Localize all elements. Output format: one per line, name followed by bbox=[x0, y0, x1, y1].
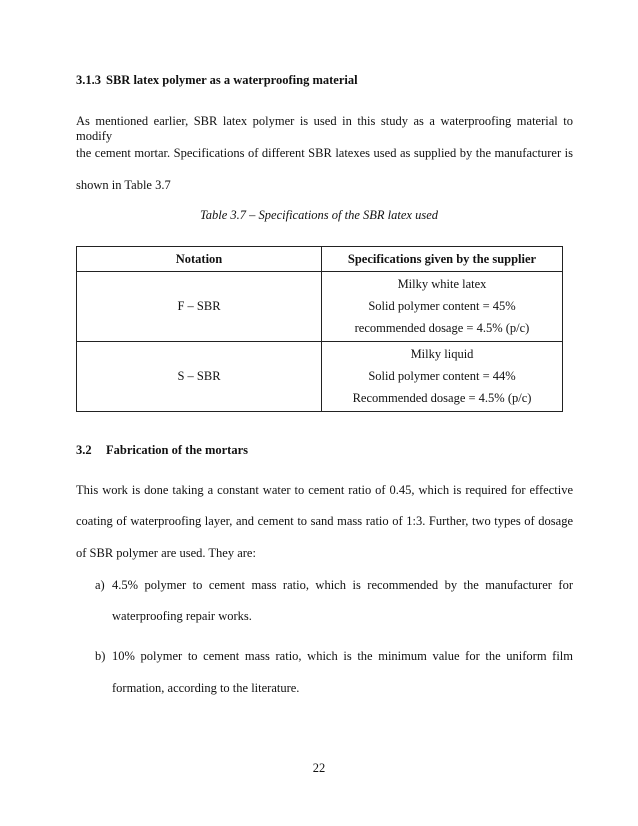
paragraph-1-line-3: shown in Table 3.7 bbox=[76, 178, 171, 192]
spec-line: Solid polymer content = 45% bbox=[368, 299, 516, 313]
paragraph-1-line-1: As mentioned earlier, SBR latex polymer is used in this study as a waterproofing material to modify bbox=[76, 114, 573, 143]
list-item-line-1: 10% polymer to cement mass ratio, which is the minimum value for the uniform film bbox=[112, 649, 573, 663]
section-heading-3-1-3 bbox=[76, 73, 358, 88]
specifications-cell bbox=[322, 342, 563, 412]
header-specifications: Specifications given by the supplier bbox=[322, 247, 563, 272]
list-item-line-2: formation, according to the literature. bbox=[112, 681, 300, 695]
paragraph-2-line-1: This work is done taking a constant water to cement ratio of 0.45, which is required for effective bbox=[76, 483, 573, 497]
list-item bbox=[95, 649, 573, 664]
section-number: 3.1.3 bbox=[76, 73, 101, 87]
spec-line: recommended dosage = 4.5% (p/c) bbox=[354, 321, 530, 335]
list-item bbox=[95, 578, 573, 593]
list-item-line-1: 4.5% polymer to cement mass ratio, which is recommended by the manufacturer for bbox=[112, 578, 573, 592]
paragraph-2-line-2: coating of waterproofing layer, and cement to sand mass ratio of 1:3. Further, two types of dosage bbox=[76, 514, 573, 528]
section-number: 3.2 bbox=[76, 443, 92, 457]
notation-cell: F – SBR bbox=[77, 272, 322, 342]
section-title: SBR latex polymer as a waterproofing material bbox=[106, 73, 358, 87]
spec-line: Recommended dosage = 4.5% (p/c) bbox=[352, 391, 532, 405]
notation-cell: S – SBR bbox=[77, 342, 322, 412]
table-header-row bbox=[77, 247, 563, 272]
spec-line: Solid polymer content = 44% bbox=[368, 369, 516, 383]
table-row bbox=[77, 342, 563, 412]
spec-line: Milky white latex bbox=[397, 277, 487, 291]
specifications-table bbox=[76, 246, 563, 412]
list-marker: b) bbox=[95, 649, 106, 663]
section-heading-3-2 bbox=[76, 443, 248, 458]
paragraph-2-line-3: of SBR polymer are used. They are: bbox=[76, 546, 256, 560]
header-notation: Notation bbox=[77, 247, 322, 272]
specifications-cell bbox=[322, 272, 563, 342]
spec-line: Milky liquid bbox=[410, 347, 474, 361]
paragraph-1-line-2: the cement mortar. Specifications of different SBR latexes used as supplied by the manufacturer is bbox=[76, 146, 573, 160]
list-marker: a) bbox=[95, 578, 105, 592]
section-title: Fabrication of the mortars bbox=[106, 443, 248, 457]
table-caption: Table 3.7 – Specifications of the SBR latex used bbox=[199, 208, 439, 222]
table-row bbox=[77, 272, 563, 342]
page-number: 22 bbox=[312, 761, 326, 775]
list-item-line-2: waterproofing repair works. bbox=[112, 609, 252, 623]
